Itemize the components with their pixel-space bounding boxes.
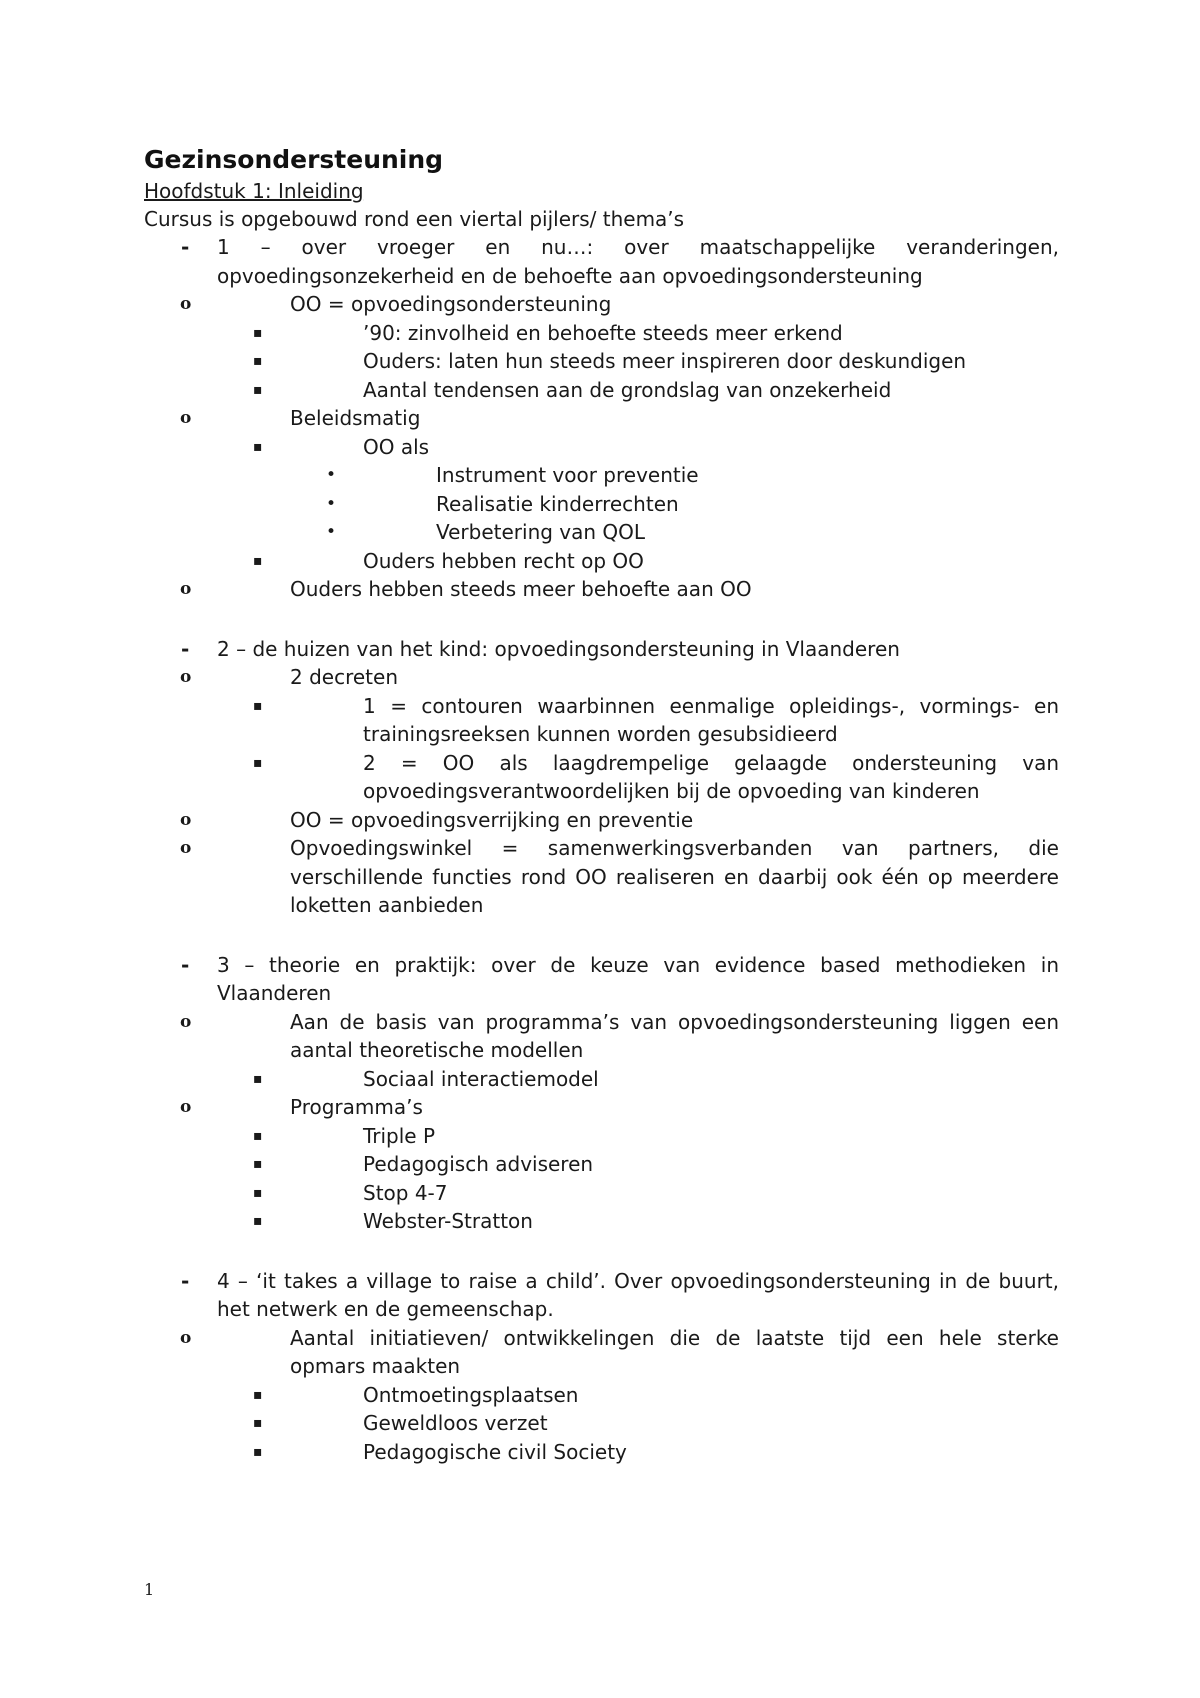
- list-item-text: OO = opvoedingsverrijking en preventie: [290, 807, 694, 832]
- circle-marker: o: [180, 667, 192, 687]
- list-item: [253, 1409, 1059, 1438]
- programs-heading: Programma’s: [290, 1095, 423, 1119]
- square-bullet-icon: ▪: [253, 1156, 263, 1172]
- list-item: [253, 1179, 1059, 1208]
- list-item: [326, 490, 1059, 519]
- list-item-text: Ontmoetingsplaatsen: [363, 1382, 579, 1407]
- circle-marker: o: [180, 1011, 192, 1032]
- list-item-text: 2 = OO als laagdrempelige gelaagde ondersteuning van opvoedingsverantwoordelijken bij de opvoeding van kinderen: [363, 750, 1059, 803]
- list-item: [253, 433, 1059, 547]
- square-bullet-icon: ▪: [253, 324, 263, 341]
- list-item-text: Aantal tendensen aan de grondslag van onzekerheid: [363, 377, 892, 402]
- list-item: [326, 518, 1059, 547]
- pillar-2: [144, 635, 1059, 920]
- circle-marker: o: [180, 838, 192, 858]
- square-bullet-icon: ▪: [253, 754, 263, 771]
- square-bullet-icon: ▪: [253, 381, 263, 398]
- list-item: [253, 1207, 1059, 1236]
- dash-marker: -: [181, 235, 190, 259]
- policy-heading: Beleidsmatig: [290, 406, 421, 430]
- decrees-heading: 2 decreten: [290, 665, 398, 689]
- round-bullet-icon: •: [326, 522, 337, 542]
- list-item-text: Instrument voor preventie: [436, 463, 699, 487]
- circle-marker: o: [180, 408, 192, 428]
- list-item-text: 1 = contouren waarbinnen eenmalige opleidings-, vormings- en trainingsreeksen kunnen worden gesubsidieerd: [363, 693, 1059, 746]
- list-item: [180, 1008, 1059, 1094]
- list-item-text: Pedagogische civil Society: [363, 1439, 627, 1464]
- pillar-1: [144, 233, 1059, 604]
- list-item: [180, 1324, 1059, 1467]
- list-item: [253, 1065, 1059, 1094]
- round-bullet-icon: •: [326, 465, 337, 485]
- square-bullet-icon: ▪: [253, 1070, 263, 1087]
- list-item-text: Aan de basis van programma’s van opvoedingsondersteuning liggen een aantal theoretische modellen: [290, 1009, 1059, 1062]
- dash-marker: -: [181, 952, 190, 977]
- list-item: [180, 575, 1059, 604]
- list-item-text: Opvoedingswinkel = samenwerkingsverbanden van partners, die verschillende functies rond OO realiseren en daarbij ook één op meerdere loketten aanbieden: [290, 836, 1059, 917]
- circle-marker: o: [180, 579, 192, 599]
- pillar-1-text: 1 – over vroeger en nu…: over maatschappelijke veranderingen, opvoedingsonzekerheid en de behoefte aan opvoedingsondersteuning: [217, 235, 1059, 288]
- list-item-text: Triple P: [363, 1123, 436, 1148]
- list-item-text: Verbetering van QOL: [436, 520, 646, 544]
- pillar-3-text: 3 – theorie en praktijk: over de keuze van evidence based methodieken in Vlaanderen: [217, 952, 1059, 1005]
- circle-marker: o: [180, 1097, 192, 1117]
- chapter-heading: Hoofdstuk 1: Inleiding: [144, 179, 364, 203]
- square-bullet-icon: ▪: [253, 1127, 263, 1144]
- list-item: [180, 806, 1059, 835]
- list-item: [180, 1093, 1059, 1236]
- document-title: Gezinsondersteuning: [144, 145, 444, 174]
- list-item: [180, 404, 1059, 575]
- pillar-4: [144, 1267, 1059, 1467]
- pillar-4-text: 4 – ‘it takes a village to raise a child’. Over opvoedingsondersteuning in de buurt, het netwerk en de gemeenschap.: [217, 1268, 1059, 1321]
- list-item: [253, 547, 1059, 576]
- list-item: [180, 290, 1059, 404]
- square-bullet-icon: ▪: [253, 552, 263, 569]
- pillar-list: [144, 233, 1059, 1466]
- list-item-text: Aantal initiatieven/ ontwikkelingen die de laatste tijd een hele sterke opmars maakten: [290, 1325, 1059, 1378]
- square-bullet-icon: ▪: [253, 1184, 263, 1201]
- list-item: [253, 376, 1059, 405]
- square-bullet-icon: ▪: [253, 438, 263, 455]
- list-item: [253, 319, 1059, 348]
- circle-marker: o: [180, 1327, 192, 1348]
- list-item-text: Ouders hebben recht op OO: [363, 548, 644, 573]
- list-item-text: Geweldloos verzet: [363, 1411, 548, 1435]
- pillar-3: [144, 951, 1059, 1236]
- square-bullet-icon: ▪: [253, 1415, 263, 1431]
- circle-marker: o: [180, 809, 192, 830]
- circle-marker: o: [180, 294, 192, 314]
- square-bullet-icon: ▪: [253, 353, 263, 369]
- list-item: [253, 1381, 1059, 1410]
- round-bullet-icon: •: [326, 493, 337, 514]
- square-bullet-icon: ▪: [253, 697, 263, 714]
- square-bullet-icon: ▪: [253, 1386, 263, 1403]
- list-item: [253, 749, 1059, 806]
- list-item-text: Ouders hebben steeds meer behoefte aan OO: [290, 577, 752, 601]
- list-item: [253, 347, 1059, 376]
- list-item: [253, 1150, 1059, 1179]
- intro-paragraph: Cursus is opgebouwd rond een viertal pijlers/ thema’s: [144, 207, 685, 231]
- square-bullet-icon: ▪: [253, 1213, 263, 1229]
- list-item-text: Realisatie kinderrechten: [436, 491, 679, 516]
- list-item-text: Pedagogisch adviseren: [363, 1152, 594, 1176]
- list-item: [180, 834, 1059, 920]
- dash-marker: -: [181, 1268, 190, 1293]
- list-item-text: Ouders: laten hun steeds meer inspireren door deskundigen: [363, 349, 967, 373]
- list-item-text: Sociaal interactiemodel: [363, 1066, 599, 1091]
- dash-marker: -: [181, 636, 190, 661]
- list-item: [326, 461, 1059, 490]
- square-bullet-icon: ▪: [253, 1443, 263, 1460]
- list-item-text: ’90: zinvolheid en behoefte steeds meer erkend: [363, 320, 843, 345]
- list-item-text: Stop 4-7: [363, 1180, 448, 1205]
- oo-definition: OO = opvoedingsondersteuning: [290, 292, 612, 316]
- list-item: [253, 692, 1059, 749]
- document-body: [144, 145, 1059, 1466]
- oo-als-label: OO als: [363, 434, 430, 459]
- list-item: [253, 1122, 1059, 1151]
- list-item: [253, 1438, 1059, 1467]
- list-item: [180, 663, 1059, 806]
- list-item-text: Webster-Stratton: [363, 1209, 533, 1233]
- page-number: 1: [144, 1580, 155, 1599]
- pillar-2-text: 2 – de huizen van het kind: opvoedingsondersteuning in Vlaanderen: [217, 636, 900, 661]
